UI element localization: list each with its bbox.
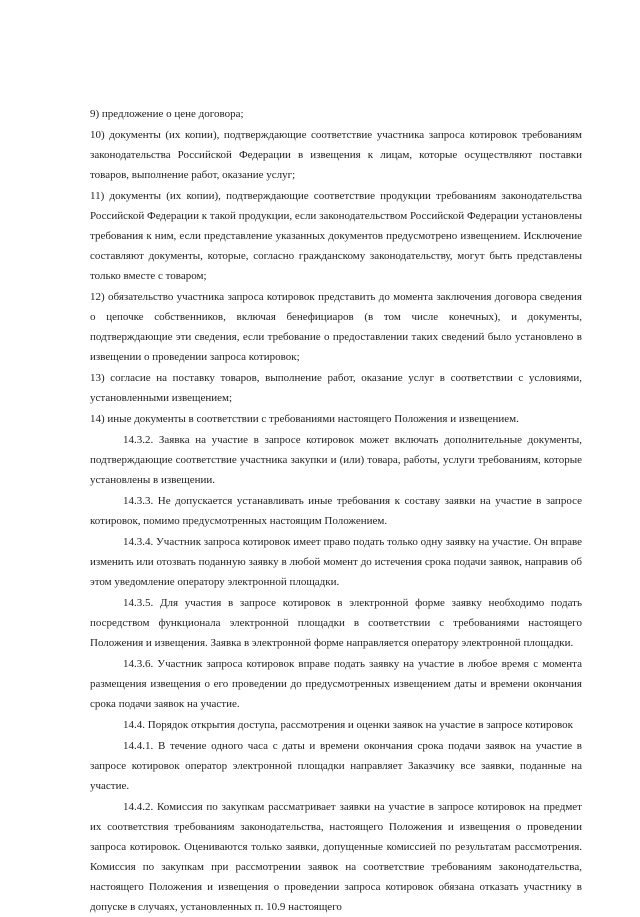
clause-14-3-6: 14.3.6. Участник запроса котировок вправе подать заявку на участие в любое время с момента размещения извещения о его проведении до предусмотренных извещением даты и времени окончания срока подачи заявок на участие. <box>90 658 582 710</box>
clause-14-3-2: 14.3.2. Заявка на участие в запросе котировок может включать дополнительные документы, подтверждающие соответствие участника закупки и (или) товара, работы, услуги требованиям, которые установлены в извещении. <box>90 434 582 486</box>
clause-14-3-3: 14.3.3. Не допускается устанавливать иные требования к составу заявки на участие в запросе котировок, помимо предусмотренных настоящим Положением. <box>90 495 582 527</box>
list-item-11: 11) документы (их копии), подтверждающие соответствие продукции требованиям законодательства Российской Федерации к такой продукции, если законодательством Российской Федерации установлены требования к ним, если представление указанных документов предусмотрено извещением. Исключение составляют документы, которые, согласно гражданскому законодательству, могут быть представлены только вместе с товаром; <box>90 190 582 282</box>
section-heading-14-4: 14.4. Порядок открытия доступа, рассмотрения и оценки заявок на участие в запросе котировок <box>123 719 573 731</box>
clause-14-3-5: 14.3.5. Для участия в запросе котировок в электронной форме заявку необходимо подать посредством функционала электронной площадки в соответствии с требованиями настоящего Положения и извещения. Заявка в электронной форме направляется оператору электронной площадки. <box>90 597 582 649</box>
list-item-10: 10) документы (их копии), подтверждающие соответствие участника запроса котировок требованиям законодательства Российской Федерации в извещения к лицам, которые осуществляют поставки товаров, выполнение работ, оказание услуг; <box>90 129 582 181</box>
list-item-13: 13) согласие на поставку товаров, выполнение работ, оказание услуг в соответствии с условиями, установленными извещением; <box>90 372 582 404</box>
list-item-9: 9) предложение о цене договора; <box>90 108 244 120</box>
list-item-12: 12) обязательство участника запроса котировок представить до момента заключения договора сведения о цепочке собственников, включая бенефициаров (в том числе конечных), и документы, подтверждающие эти сведения, если требование о предоставлении таких сведений было установлено в извещении о проведении запроса котировок; <box>90 291 582 363</box>
document-page <box>90 104 582 917</box>
list-item-14: 14) иные документы в соответствии с требованиями настоящего Положения и извещением. <box>90 413 519 425</box>
clause-14-4-1: 14.4.1. В течение одного часа с даты и времени окончания срока подачи заявок на участие в запросе котировок оператор электронной площадки направляет Заказчику все заявки, поданные на участие. <box>90 740 582 792</box>
clause-14-3-4: 14.3.4. Участник запроса котировок имеет право подать только одну заявку на участие. Он вправе изменить или отозвать поданную заявку в любой момент до истечения срока подачи заявок, направив об этом уведомление оператору электронной площадки. <box>90 536 582 588</box>
clause-14-4-2: 14.4.2. Комиссия по закупкам рассматривает заявки на участие в запросе котировок на предмет их соответствия требованиям законодательства, настоящего Положения и извещения о проведении запроса котировок. Оцениваются только заявки, допущенные комиссией по результатам рассмотрения. Комиссия по закупкам при рассмотрении заявок на соответствие требованиям законодательства, настоящего Положения и извещения о проведении запроса котировок обязана отказать участнику в допуске в случаях, установленных п. 10.9 настоящего <box>90 801 582 913</box>
